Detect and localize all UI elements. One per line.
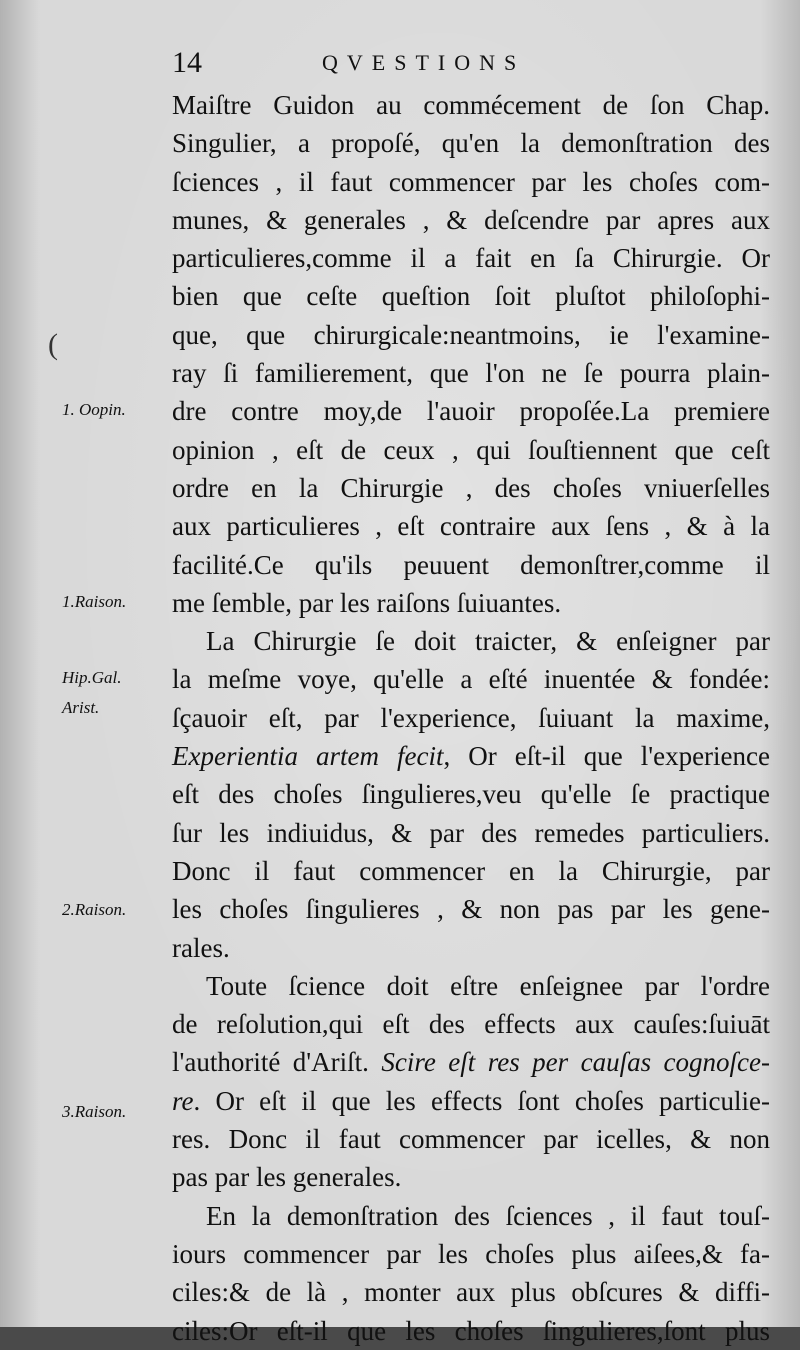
text-line: pas par les generales. (172, 1162, 402, 1193)
text-line (172, 1043, 770, 1081)
body-text (172, 86, 770, 1350)
latin-quote: re (172, 1085, 194, 1116)
text-line: ſçauoir eſt, par l'experience, ſuiuant la maxime, (172, 702, 770, 733)
text-line: aux particulieres , eſt contraire aux ſens , & à la (172, 511, 770, 542)
margin-mark: ( (48, 328, 58, 361)
text-line: que, que chirurgicale:neantmoins, ie l'examine- (172, 319, 770, 350)
text-fragment: . Or eſt il que les effects ſont choſes particulie- (193, 1085, 770, 1116)
text-line: ciles:& de là , monter aux plus obſcures & diffi- (172, 1277, 770, 1308)
text-line: ſur les indiuidus, & par des remedes particuliers. (172, 817, 770, 848)
text-line: la meſme voye, qu'elle a eſté inuentée & fondée: (172, 664, 770, 695)
text-line: Donc il faut commencer en la Chirurgie, par (172, 855, 770, 886)
margin-note-raison-1: 1.Raison. (62, 592, 127, 611)
text-line: res. Donc il faut commencer par icelles, & non (172, 1124, 770, 1155)
latin-quote: Scire eſt res per cauſas cognoſce- (381, 1047, 770, 1078)
text-line: rales. (172, 932, 230, 963)
text-fragment: , Or eſt-il que l'experience (443, 741, 770, 772)
text-line: me ſemble, par les raiſons ſuiuantes. (172, 587, 562, 618)
text-line: bien que ceſte queſtion ſoit pluſtot philoſophi- (172, 281, 770, 312)
text-line (172, 1082, 770, 1120)
margin-note-raison-2: 2.Raison. (62, 900, 127, 919)
text-line: dre contre moy,de l'auoir propoſée.La premiere (172, 396, 770, 427)
text-line: Toute ſcience doit eſtre enſeignee par l'ordre (206, 970, 770, 1001)
text-line: Maiſtre Guidon au commécement de ſon Chap. (172, 90, 770, 120)
text-line: les choſes ſingulieres , & non pas par les gene- (172, 894, 770, 925)
text-line: munes, & generales , & deſcendre par apres aux (172, 204, 770, 235)
margin-note-opinion-1: 1. Oopin. (62, 400, 126, 419)
text-line: eſt des choſes ſingulieres,veu qu'elle ſe practique (172, 779, 770, 810)
margin-note-arist: Arist. (62, 698, 100, 717)
margin-note-raison-3: 3.Raison. (62, 1102, 127, 1121)
text-line: La Chirurgie ſe doit traicter, & enſeigner par (206, 626, 770, 657)
page-header (172, 46, 772, 86)
text-line (172, 737, 770, 775)
text-line: particulieres,comme il a fait en ſa Chirurgie. Or (172, 243, 770, 274)
text-line: ſciences , il faut commencer par les choſes com- (172, 166, 770, 197)
text-line: opinion , eſt de ceux , qui ſouſtiennent que ceſt (172, 434, 770, 465)
text-line: En la demonſtration des ſciences , il faut touſ- (206, 1200, 770, 1231)
text-line: ciles:Or eſt-il que les choſes ſingulieres,ſont plus (172, 1315, 770, 1346)
latin-quote: Experientia artem fecit (172, 741, 444, 772)
text-line: de reſolution,qui eſt des effects aux cauſes:ſuiuāt (172, 1009, 770, 1040)
running-head: QVESTIONS (322, 50, 526, 75)
text-line: ordre en la Chirurgie , des choſes vniuerſelles (172, 472, 770, 503)
page-number: 14 (172, 46, 202, 79)
text-line: facilité.Ce qu'ils peuuent demonſtrer,comme il (172, 549, 770, 580)
text-fragment: l'authorité d'Ariſt. (172, 1047, 382, 1078)
text-line: ray ſi familierement, que l'on ne ſe pourra plain- (172, 358, 770, 389)
margin-note-hip-gal: Hip.Gal. (62, 668, 122, 687)
text-line: Singulier, a propoſé, qu'en la demonſtration des (172, 128, 770, 159)
text-line: iours commencer par les choſes plus aiſees,& fa- (172, 1238, 770, 1269)
